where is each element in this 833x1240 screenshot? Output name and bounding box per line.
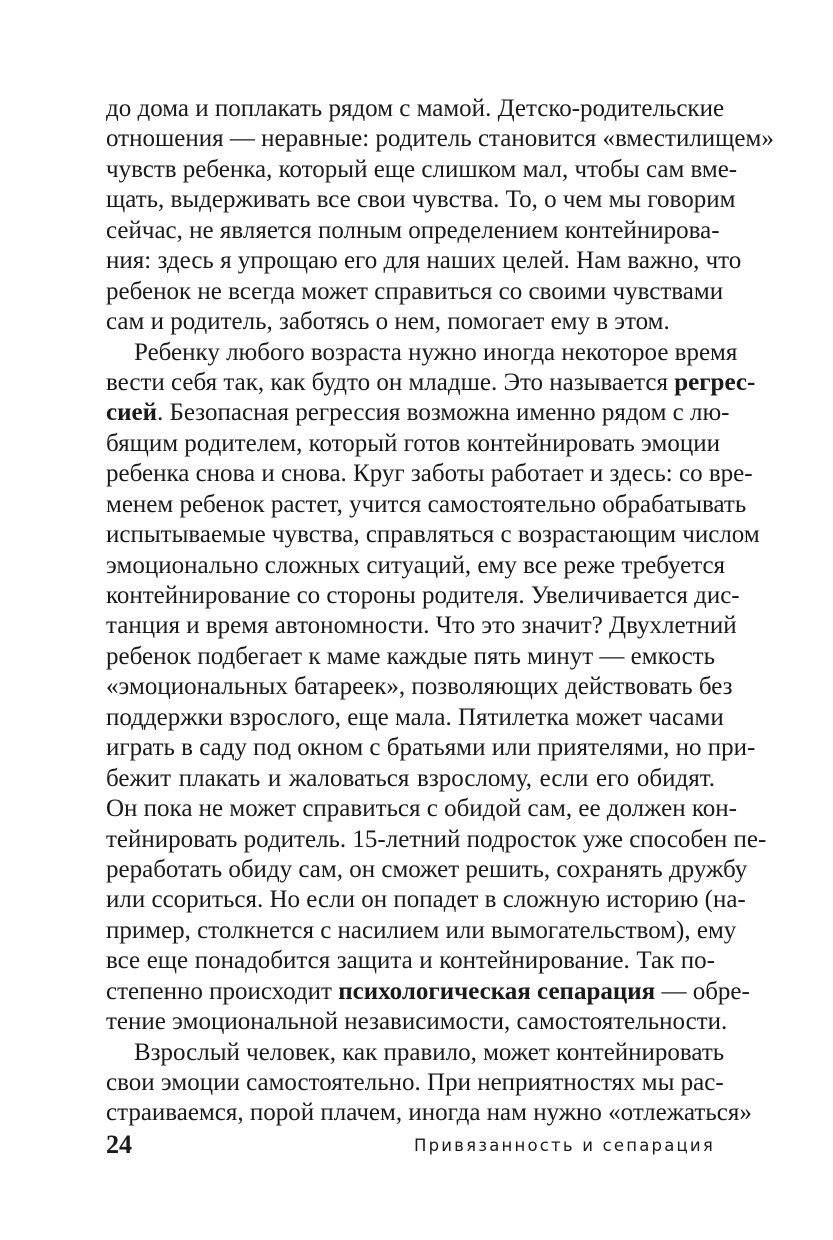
- text-line: страиваемся, порой плачем, иногда нам нужно «отлежаться»: [106, 1099, 752, 1127]
- text-line: реработать обиду сам, он сможет решить, сохранять дружбу: [106, 855, 748, 883]
- text-line: или ссориться. Но если он попадет в сложную историю (на-: [106, 886, 746, 914]
- term-regression: регрес-: [674, 368, 756, 396]
- text-line: свои эмоции самостоятельно. При неприятностях мы рас-: [106, 1069, 724, 1096]
- text-line: тейнировать родитель. 15-летний подросток уже способен пе-: [106, 825, 767, 853]
- text-line: [106, 398, 730, 428]
- text-line: отношения — неравные: родитель становится «вместилищем»: [106, 125, 774, 153]
- text-line: поддержки взрослого, еще мала. Пятилетка может часами: [106, 703, 724, 731]
- text-line: все еще понадобится защита и контейнирование. Так по-: [106, 947, 715, 975]
- text-line: испытываемые чувства, справляться с возрастающим числом: [106, 521, 760, 549]
- term-regression-end: сией: [106, 399, 158, 427]
- text-line: чувств ребенка, который еще слишком мал, чтобы сам вме-: [106, 155, 738, 183]
- page-footer: [106, 1130, 715, 1160]
- text-line: щать, выдерживать все свои чувства. То, о чем мы говорим: [106, 186, 736, 214]
- text-line: Ребенку любого возраста нужно иногда некоторое время: [134, 338, 738, 366]
- text-line: ребенок не всегда может справиться со своими чувствами: [106, 277, 724, 305]
- text-line: ребенка снова и снова. Круг заботы работает и здесь: со вре-: [106, 460, 753, 488]
- paragraph-1: [106, 94, 774, 338]
- term-psychological-separation: психологическая сепарация: [338, 977, 656, 1005]
- text-run: вести себя так, как будто он младше. Это называется: [106, 368, 675, 396]
- text-line: бящим родителем, который готов контейнировать эмоции: [106, 429, 720, 457]
- text-run: степенно происходит: [106, 977, 339, 1005]
- text-line: пример, столкнется с насилием или вымогательством), ему: [106, 916, 737, 944]
- text-line: Взрослый человек, как правило, может контейнировать: [134, 1038, 725, 1066]
- text-line: [106, 368, 756, 398]
- text-line: до дома и поплакать рядом с мамой. Детско-родительские: [106, 95, 725, 122]
- text-line: сам и родитель, заботясь о нем, помогает ему в этом.: [106, 308, 670, 336]
- paragraph-2: [106, 338, 767, 1038]
- text-line: эмоционально сложных ситуаций, ему все реже требуется: [106, 551, 726, 579]
- text-line: контейнирование со стороны родителя. Увеличивается дис-: [106, 582, 740, 609]
- page-body: [106, 94, 774, 1129]
- text-line: танция и время автономности. Что это значит? Двухлетний: [106, 612, 737, 640]
- text-run: — обре-: [655, 977, 750, 1005]
- text-line: ребенок подбегает к маме каждые пять минут — емкость: [106, 642, 715, 670]
- text-line: менем ребенок растет, учится самостоятельно обрабатывать: [106, 490, 747, 518]
- text-line: «эмоциональных батареек», позволяющих действовать без: [106, 673, 733, 701]
- page-number: 24: [106, 1130, 132, 1159]
- paragraph-3: [106, 1038, 752, 1129]
- text-line: тение эмоциональной независимости, самостоятельности.: [106, 1008, 728, 1036]
- text-line: Он пока не может справиться с обидой сам, ее должен кон-: [106, 795, 737, 823]
- text-run: . Безопасная регрессия возможна именно рядом с лю-: [157, 399, 730, 427]
- text-line: бежит плакать и жаловаться взрослому, если его обидят.: [106, 764, 715, 792]
- text-line: сейчас, не является полным определением контейнирова-: [106, 216, 720, 244]
- text-line: играть в саду под окном с братьями или приятелями, но при-: [106, 734, 756, 762]
- text-line: ния: здесь я упрощаю его для наших целей. Нам важно, что: [106, 247, 742, 275]
- running-title: Привязанность и сепарация: [413, 1136, 715, 1155]
- text-line: [106, 977, 750, 1007]
